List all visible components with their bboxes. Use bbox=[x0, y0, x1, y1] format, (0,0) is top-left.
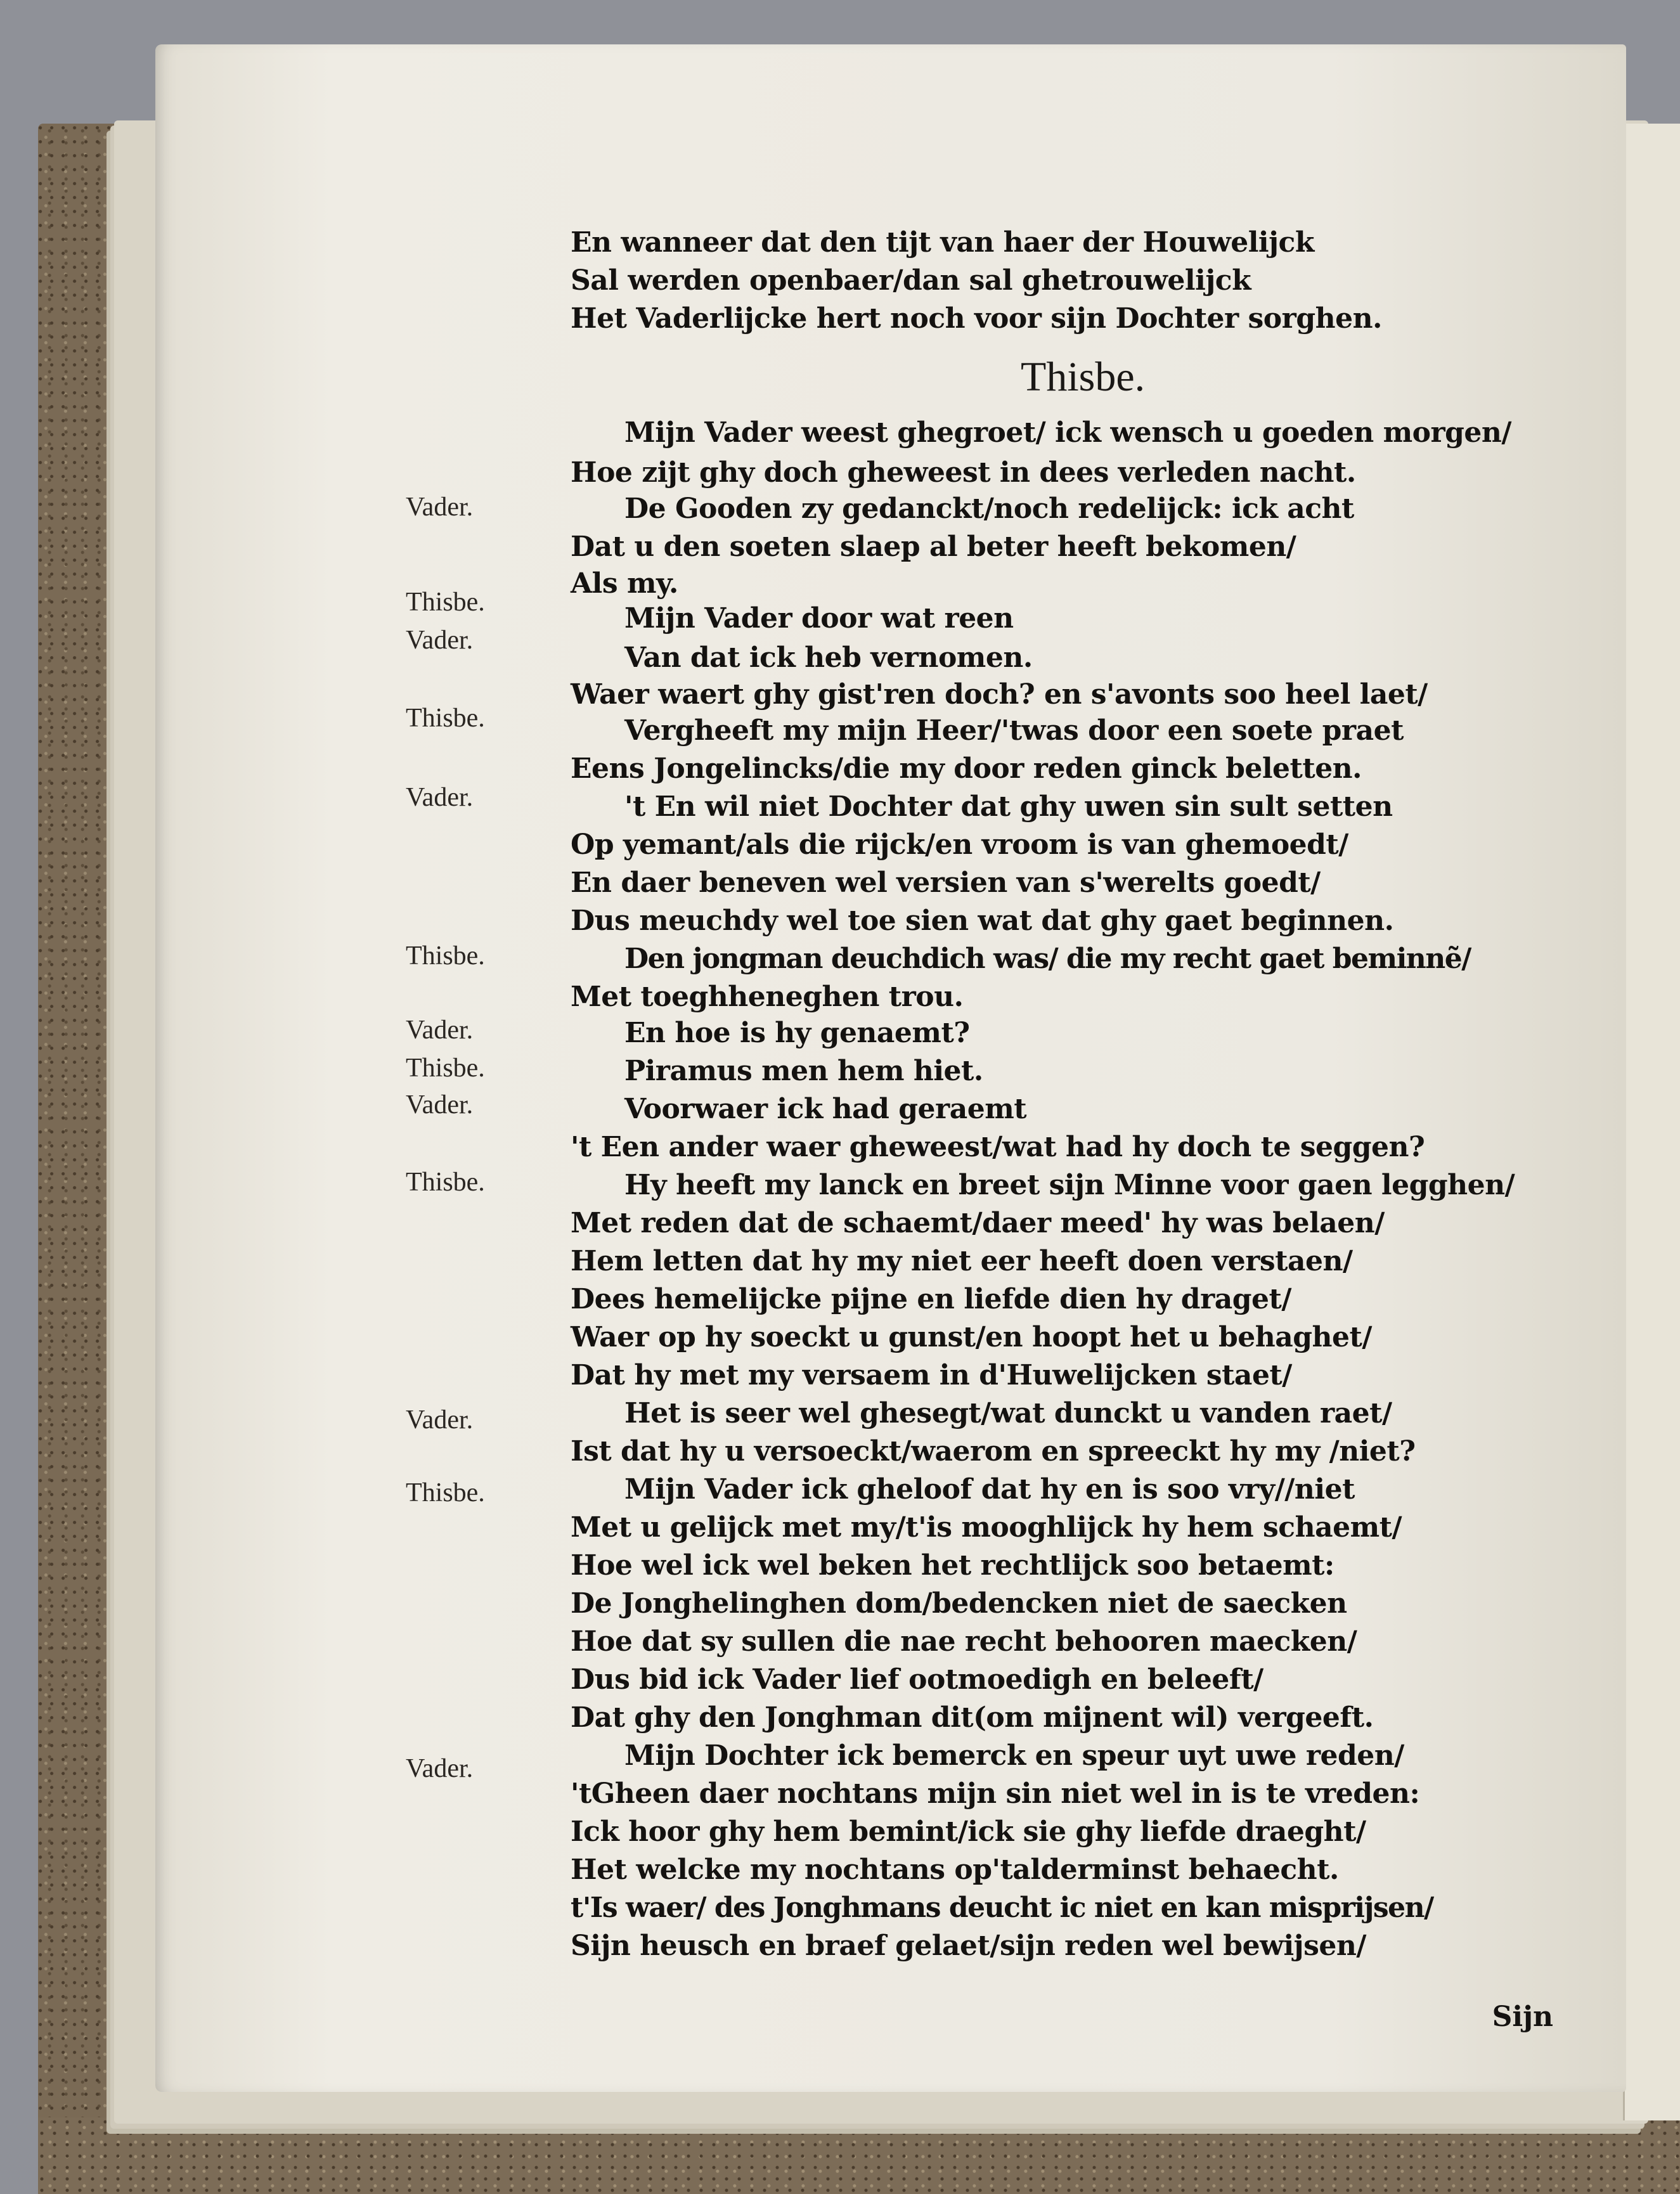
verse-line: 't En wil niet Dochter dat ghy uwen sin sult setten bbox=[624, 790, 1393, 823]
speaker-label: Thisbe. bbox=[406, 1478, 485, 1507]
verse-line: En hoe is hy genaemt? bbox=[624, 1017, 970, 1049]
speaker-label: Vader. bbox=[406, 783, 474, 812]
verse-line: Met u gelijck met my/t'is mooghlijck hy hem schaemt/ bbox=[571, 1511, 1402, 1544]
catchword: Sijn bbox=[1492, 2001, 1553, 2033]
verse-line: Ist dat hy u versoeckt/waerom en spreeckt hy my /niet? bbox=[571, 1435, 1416, 1468]
verse-line: En daer beneven wel versien van s'werelts goedt/ bbox=[571, 867, 1321, 899]
verse-line: Voorwaer ick had geraemt bbox=[624, 1093, 1027, 1125]
speaker-heading: Thisbe. bbox=[1021, 354, 1146, 400]
verse-line: Dus meuchdy wel toe sien wat dat ghy gaet beginnen. bbox=[571, 905, 1394, 937]
speaker-label: Vader. bbox=[406, 626, 474, 655]
verse-line: Piramus men hem hiet. bbox=[624, 1055, 983, 1087]
verse-line: Met toeghheneghen trou. bbox=[571, 981, 964, 1013]
verse-line: Het is seer wel ghesegt/wat dunckt u vanden raet/ bbox=[624, 1397, 1392, 1429]
speaker-label: Vader. bbox=[406, 1090, 474, 1120]
verse-line: Dat u den soeten slaep al beter heeft bekomen/ bbox=[571, 531, 1296, 563]
verse-line: 'tGheen daer nochtans mijn sin niet wel in is te vreden: bbox=[571, 1778, 1420, 1810]
verse-line: Mijn Vader door wat reen bbox=[624, 602, 1014, 635]
verse-line: Ick hoor ghy hem bemint/ick sie ghy liefde draeght/ bbox=[571, 1816, 1366, 1848]
verse-line: Hoe wel ick wel beken het rechtlijck soo betaemt: bbox=[571, 1549, 1334, 1582]
speaker-label: Vader. bbox=[406, 493, 474, 522]
verse-line: Met reden dat de schaemt/daer meed' hy was belaen/ bbox=[571, 1207, 1385, 1239]
verse-line: Het welcke my nochtans op'talderminst behaecht. bbox=[571, 1854, 1339, 1886]
verse-line: Mijn Vader weest ghegroet/ ick wensch u goeden morgen/ bbox=[624, 416, 1511, 449]
verse-line: Den jongman deuchdich was/ die my recht gaet beminnẽ/ bbox=[624, 943, 1471, 975]
verse-line: Hem letten dat hy my niet eer heeft doen verstaen/ bbox=[571, 1245, 1353, 1277]
speaker-label: Vader. bbox=[406, 1016, 474, 1045]
verse-line: De Jonghelinghen dom/bedencken niet de saecken bbox=[571, 1587, 1347, 1620]
speaker-label: Thisbe. bbox=[406, 941, 485, 971]
verse-line: Mijn Vader ick gheloof dat hy en is soo vry//niet bbox=[624, 1473, 1355, 1506]
verse-line: Dus bid ick Vader lief ootmoedigh en beleeft/ bbox=[571, 1663, 1263, 1696]
verse-line: Het Vaderlijcke hert noch voor sijn Dochter sorghen. bbox=[571, 302, 1382, 335]
verse-line: Als my. bbox=[571, 567, 678, 600]
verse-line: Dat ghy den Jonghman dit(om mijnent wil) vergeeft. bbox=[571, 1701, 1374, 1734]
speaker-label: Thisbe. bbox=[406, 704, 485, 733]
speaker-label: Thisbe. bbox=[406, 1168, 485, 1197]
verse-line: Van dat ick heb vernomen. bbox=[624, 642, 1033, 674]
verse-line: Waer op hy soeckt u gunst/en hoopt het u behaghet/ bbox=[571, 1321, 1372, 1353]
verse-line: Dees hemelijcke pijne en liefde dien hy draget/ bbox=[571, 1283, 1291, 1315]
speaker-label: Thisbe. bbox=[406, 1054, 485, 1083]
verse-line: De Gooden zy gedanckt/noch redelijck: ick acht bbox=[624, 493, 1354, 525]
speaker-label: Vader. bbox=[406, 1754, 474, 1783]
verse-line: Sal werden openbaer/dan sal ghetrouwelijck bbox=[571, 264, 1251, 297]
verse-line: Eens Jongelincks/die my door reden ginck beletten. bbox=[571, 752, 1362, 785]
verse-line: Op yemant/als die rijck/en vroom is van ghemoedt/ bbox=[571, 829, 1348, 861]
verse-line: Vergheeft my mijn Heer/'twas door een soete praet bbox=[624, 714, 1404, 747]
speaker-label: Vader. bbox=[406, 1405, 474, 1435]
verse-line: Hoe dat sy sullen die nae recht behooren maecken/ bbox=[571, 1625, 1357, 1658]
verse-line: t'Is waer/ des Jonghmans deucht ic niet en kan misprijsen/ bbox=[571, 1892, 1433, 1924]
verse-line: Mijn Dochter ick bemerck en speur uyt uwe reden/ bbox=[624, 1739, 1404, 1772]
verse-line: Dat hy met my versaem in d'Huwelijcken staet/ bbox=[571, 1359, 1292, 1391]
verse-line: Waer waert ghy gist'ren doch? en s'avonts soo heel laet/ bbox=[571, 678, 1428, 711]
verse-line: Sijn heusch en braef gelaet/sijn reden wel bewijsen/ bbox=[571, 1930, 1366, 1962]
verse-line: Hy heeft my lanck en breet sijn Minne voor gaen legghen/ bbox=[624, 1169, 1515, 1201]
verse-line: 't Een ander waer gheweest/wat had hy doch te seggen? bbox=[571, 1131, 1425, 1163]
speaker-label: Thisbe. bbox=[406, 588, 485, 617]
verse-line: Hoe zijt ghy doch gheweest in dees verleden nacht. bbox=[571, 456, 1356, 489]
verse-line: En wanneer dat den tijt van haer der Houwelijck bbox=[571, 226, 1314, 259]
